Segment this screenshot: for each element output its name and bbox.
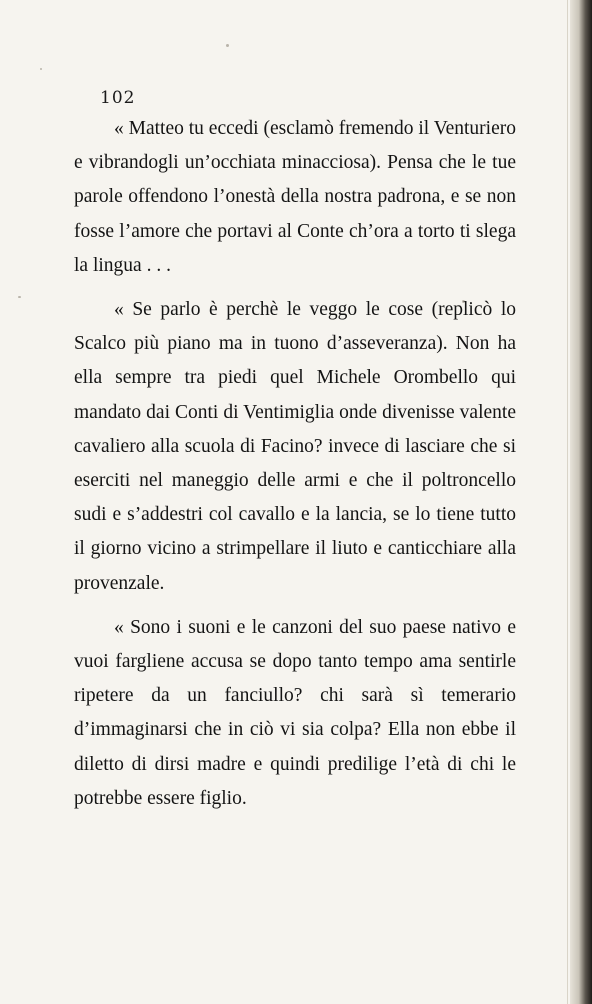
page-fold-line bbox=[567, 0, 568, 1004]
paper-speck bbox=[226, 44, 229, 47]
paragraph-1: « Matteo tu eccedi (esclamò fremendo il Venturiero e vibrandogli un’occhiata minacciosa). Pensa che le tue parole offendono l’onestà della nostra padrona, e se non fosse l’amore che portavi al Conte ch’ora a torto ti slega la lingua . . . bbox=[74, 118, 516, 276]
paper-speck bbox=[40, 68, 42, 70]
paragraph-2: « Se parlo è perchè le veggo le cose (replicò lo Scalco più piano ma in tuono d’asseveranza). Non ha ella sempre tra piedi quel Michele Orombello qui mandato dai Conti di Ventimiglia onde divenisse valente cavaliero alla scuola di Facino? invece di lasciare che si eserciti nel maneggio delle armi e che il poltroncello sudi e s’addestri col cavallo e la lancia, se lo tiene tutto il giorno vicino a strimpellare il liuto e canticchiare alla provenzale. bbox=[74, 299, 516, 594]
paragraph-3: « Sono i suoni e le canzoni del suo paese nativo e vuoi fargliene accusa se dopo tanto tempo ama sentirle ripetere da un fanciullo? chi sarà sì temerario d’immaginarsi che in ciò vi sia colpa? Ella non ebbe il diletto di dirsi madre e quindi predilige l’età di chi le potrebbe essere figlio. bbox=[74, 616, 516, 809]
paper-speck bbox=[18, 296, 21, 298]
page-number: 102 bbox=[100, 88, 136, 108]
book-spine-edge bbox=[570, 0, 592, 1004]
body-text bbox=[74, 112, 516, 816]
